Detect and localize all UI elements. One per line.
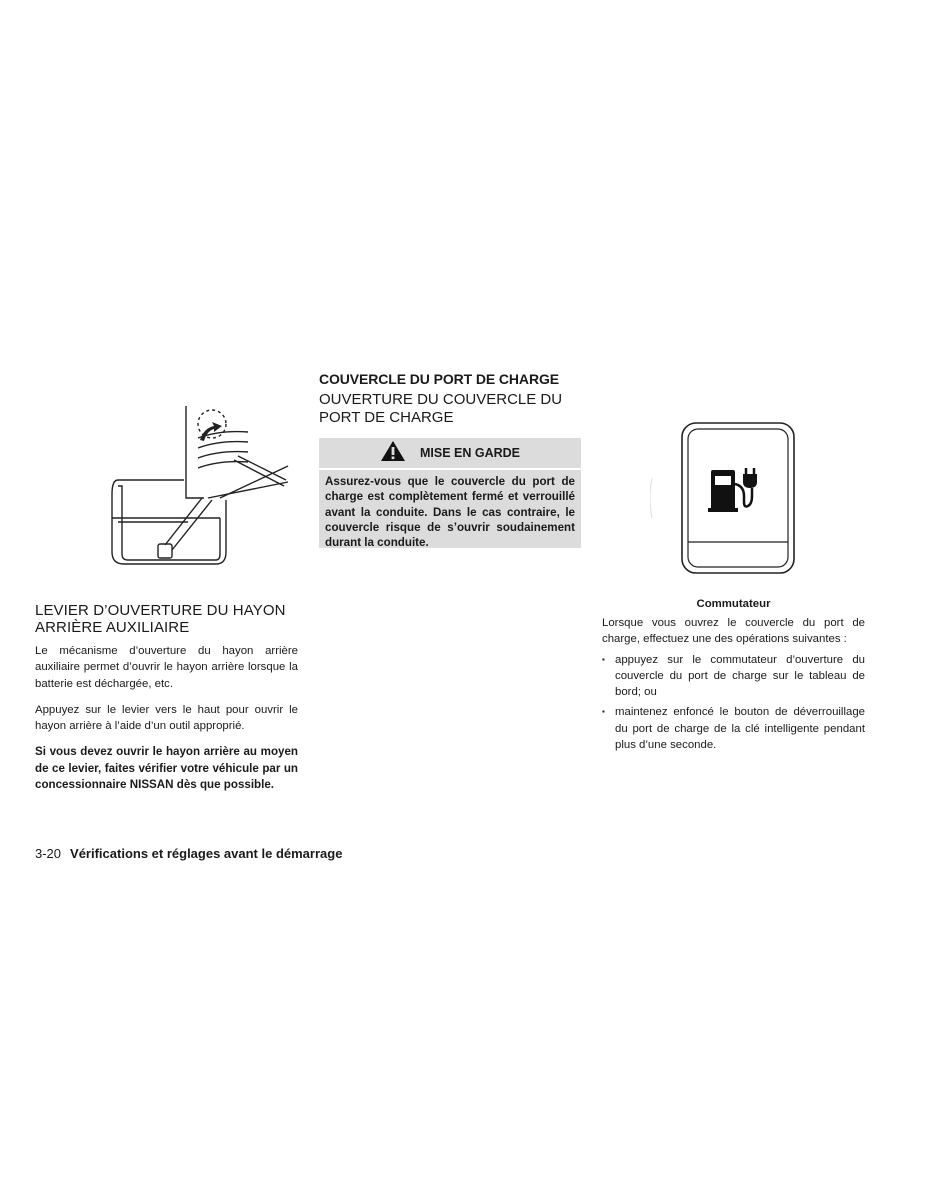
section-subtitle: OUVERTURE DU COUVERCLE DU PORT DE CHARGE (319, 391, 563, 426)
section-title: COUVERCLE DU PORT DE CHARGE (319, 371, 559, 387)
list-item: ▪ appuyez sur le commutateur d’ouverture du couvercle du port de charge sur le tableau de bord; ou (602, 652, 865, 701)
warning-text: Assurez-vous que le couvercle du port de charge est complètement fermé et verrouillé avant la conduite. Dans le cas contraire, le couvercle risque de s’ouvrir soudainement durant la conduite. (325, 475, 575, 550)
bullet-list (602, 652, 865, 754)
section-name: Vérifications et réglages avant le démarrage (70, 846, 343, 861)
right-body (602, 615, 865, 757)
page-number: 3-20 (35, 846, 62, 861)
charge-port-icon (708, 468, 757, 512)
paragraph: Appuyez sur le levier vers le haut pour ouvrir le hayon arrière à l’aide d’un outil approprié. (35, 703, 298, 733)
warning-box (319, 438, 581, 548)
paragraph: Le mécanisme d’ouverture du hayon arrière auxiliaire permet d’ouvrir le hayon arrière lorsque la batterie est déchargée, etc. (35, 645, 298, 690)
figure-caption: Commutateur (696, 598, 771, 610)
intro-paragraph: Lorsque vous ouvrez le couvercle du port de charge, effectuez une des opérations suivantes : (602, 617, 865, 646)
list-item: ▪ maintenez enfoncé le bouton de déverrouillage du port de charge de la clé intelligente pendant plus d’une seconde. (602, 704, 865, 753)
warning-label: MISE EN GARDE (419, 446, 520, 460)
left-heading: LEVIER D’OUVERTURE DU HAYON ARRIÈRE AUXILIAIRE (35, 602, 286, 636)
charge-port-switch-illustration (650, 418, 798, 576)
left-body (35, 643, 298, 803)
tailgate-lever-illustration (108, 402, 298, 572)
warning-header (319, 438, 581, 470)
page-footer (35, 846, 342, 861)
bold-paragraph: Si vous devez ouvrir le hayon arrière au moyen de ce levier, faites vérifier votre véhicule par un concessionnaire NISSAN dès que possible. (35, 745, 298, 792)
warning-triangle-icon (380, 440, 406, 467)
